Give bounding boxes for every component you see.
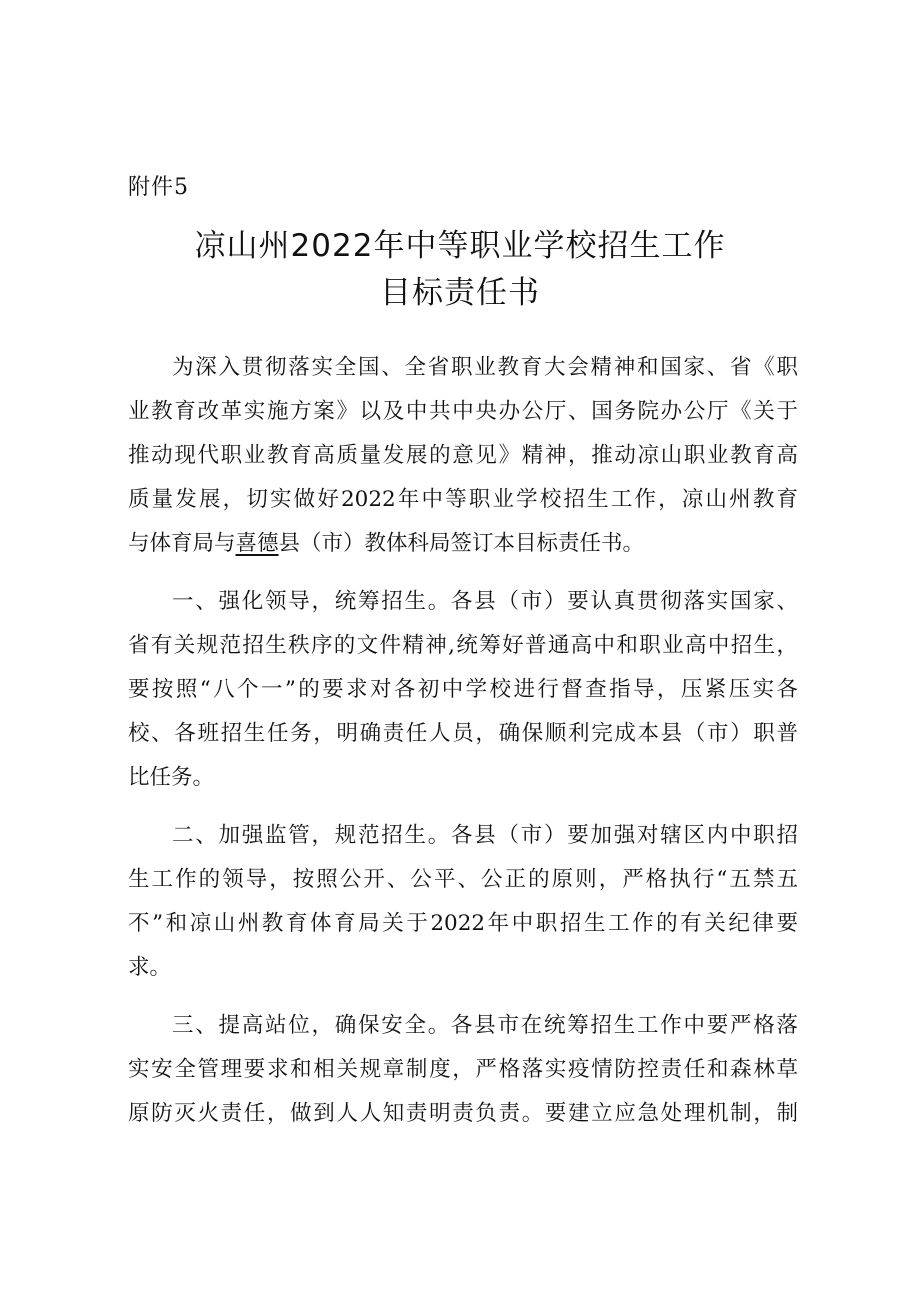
document-title-line-1: 凉山州2022年中等职业学校招生工作	[194, 228, 726, 264]
paragraph-line: 推动现代职业教育高质量发展的意见》精神，推动凉山职业教育高	[128, 443, 798, 468]
line-text: 县（市）教体科局签订本目标责任书。	[278, 531, 645, 556]
paragraph-line: 三、提高站位，确保安全。各县市在统筹招生工作中要严格落	[172, 1013, 798, 1038]
paragraph-line: 比任务。	[128, 765, 215, 790]
county-name: 喜德	[235, 531, 279, 556]
paragraph-line: 为深入贯彻落实全国、全省职业教育大会精神和国家、省《职	[172, 355, 798, 380]
paragraph-line	[128, 522, 798, 566]
paragraph-line: 省有关规范招生秩序的文件精神,统筹好普通高中和职业高中招生，	[128, 633, 798, 658]
paragraph-line: 不”和凉山州教育体育局关于2022年中职招生工作的有关纪律要	[128, 911, 798, 936]
document-body	[128, 346, 798, 1136]
paragraph-section-3	[128, 1004, 798, 1136]
document-title-line-2: 目标责任书	[380, 275, 540, 311]
paragraph-intro	[128, 346, 798, 566]
paragraph-section-1	[128, 580, 798, 800]
attachment-label: 附件5	[128, 175, 189, 200]
paragraph-line: 业教育改革实施方案》以及中共中央办公厅、国务院办公厅《关于	[128, 399, 798, 424]
paragraph-line: 二、加强监管，规范招生。各县（市）要加强对辖区内中职招	[172, 823, 798, 848]
paragraph-line: 一、强化领导，统筹招生。各县（市）要认真贯彻落实国家、	[172, 589, 798, 614]
paragraph-line: 求。	[128, 955, 172, 980]
line-text: 与体育局与	[128, 531, 236, 556]
paragraph-section-2	[128, 814, 798, 990]
paragraph-line: 原防灭火责任，做到人人知责明责负责。要建立应急处理机制，制	[128, 1101, 798, 1126]
paragraph-line: 校、各班招生任务，明确责任人员，确保顺利完成本县（市）职普	[128, 721, 798, 746]
paragraph-line: 质量发展，切实做好2022年中等职业学校招生工作，凉山州教育	[128, 487, 798, 512]
paragraph-line: 要按照“八个一”的要求对各初中学校进行督查指导，压紧压实各	[128, 677, 798, 702]
paragraph-line: 实安全管理要求和相关规章制度，严格落实疫情防控责任和森林草	[128, 1057, 798, 1082]
paragraph-line: 生工作的领导，按照公开、公平、公正的原则，严格执行“五禁五	[128, 867, 798, 892]
